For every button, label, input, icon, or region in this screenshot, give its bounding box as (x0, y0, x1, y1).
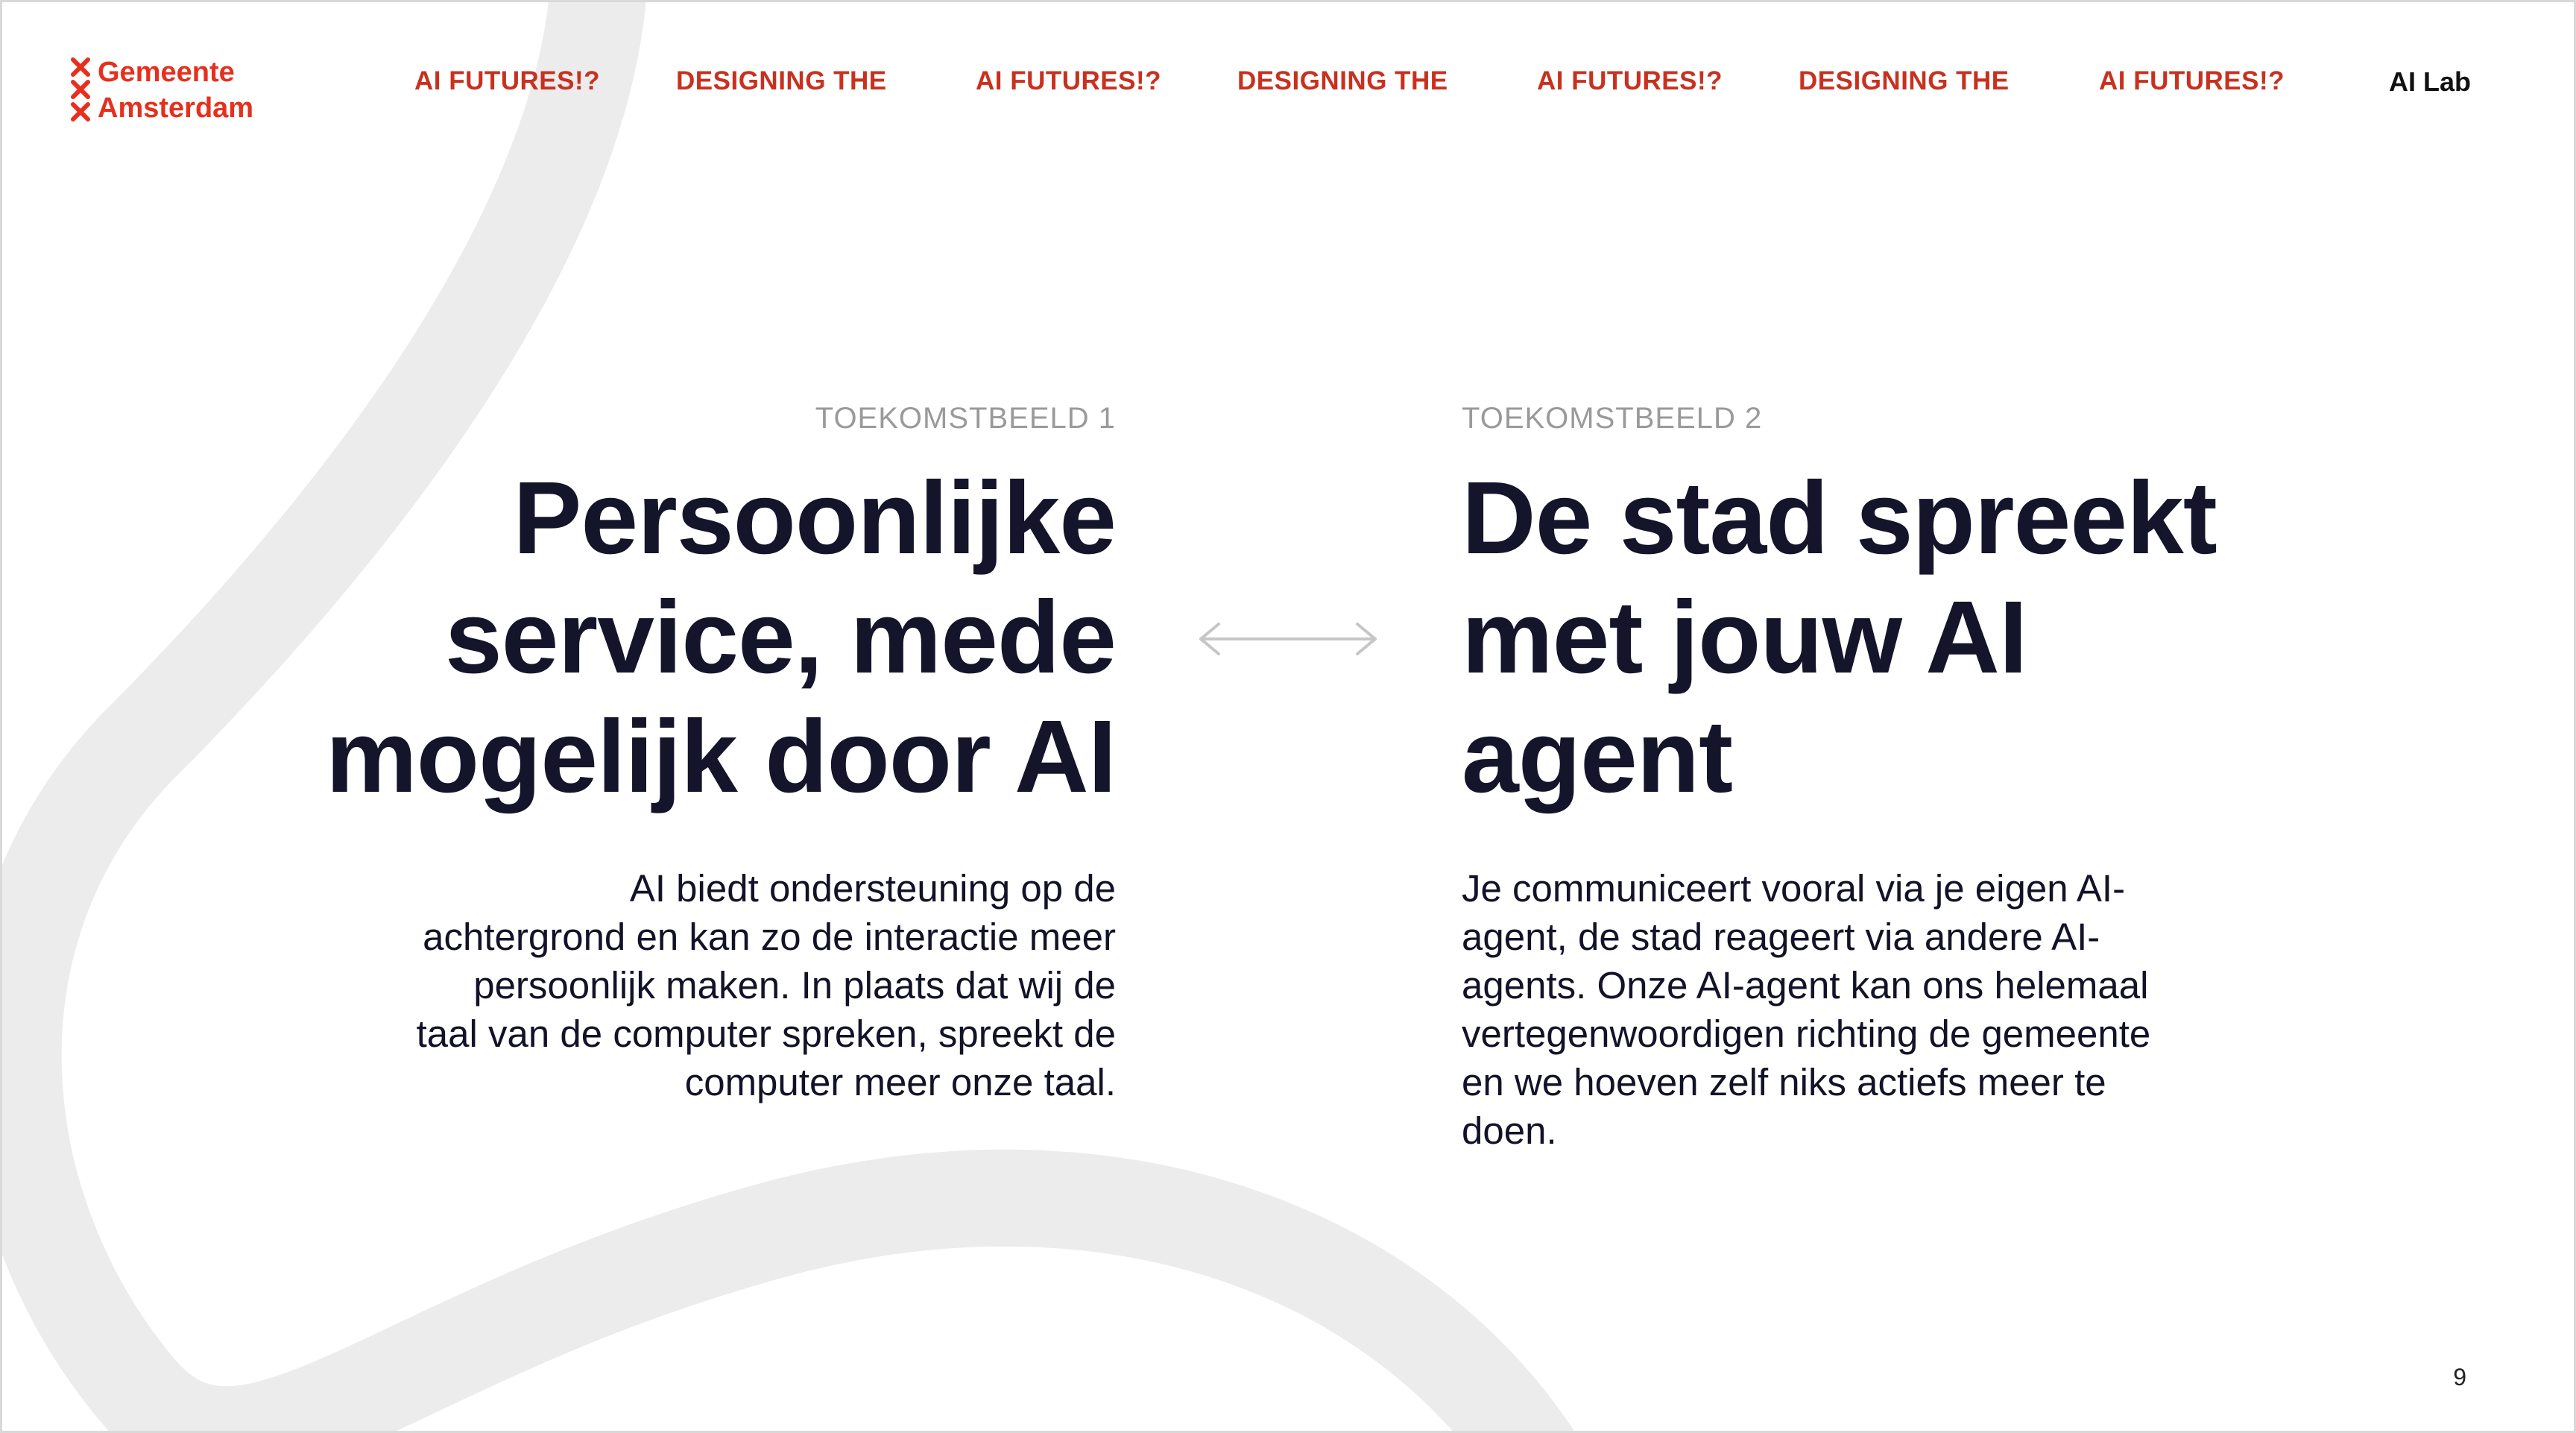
body-right-line: vertegenwoordigen richting de gemeente (1462, 1012, 2151, 1055)
kicker-toekomstbeeld-1: TOEKOMSTBEELD 1 (815, 402, 1116, 435)
body-left-line: computer meer onze taal. (684, 1061, 1116, 1103)
title-right-line: met jouw AI (1462, 580, 2027, 695)
body-right-line: doen. (1462, 1109, 1557, 1152)
page-number: 9 (2453, 1364, 2466, 1391)
top-nav (2, 66, 2576, 104)
body-right-line: en we hoeven zelf niks actiefs meer te (1462, 1061, 2106, 1103)
title-right (1462, 459, 2282, 816)
kicker-toekomstbeeld-2: TOEKOMSTBEELD 2 (1462, 402, 1763, 435)
title-left (296, 459, 1116, 816)
body-left-line: achtergrond en kan zo de interactie meer (423, 916, 1116, 958)
title-left-line: mogelijk door AI (326, 699, 1116, 814)
body-right-line: agents. Onze AI-agent kan ons helemaal (1462, 964, 2149, 1007)
nav-item-ai-futures[interactable]: AI FUTURES!? (414, 66, 601, 95)
nav-item-ai-futures[interactable]: AI FUTURES!? (976, 66, 1162, 95)
title-left-line: service, mede (445, 580, 1116, 695)
nav-ai-lab[interactable]: AI Lab (2388, 66, 2471, 97)
logo-line-2: Amsterdam (98, 92, 254, 124)
nav-item-ai-futures[interactable]: AI FUTURES!? (1537, 66, 1723, 95)
nav-item-designing-the[interactable]: DESIGNING THE (1799, 66, 2010, 95)
logo-line-1: Gemeente (98, 57, 235, 88)
body-left (296, 864, 1116, 1106)
nav-item-designing-the[interactable]: DESIGNING THE (1237, 66, 1448, 95)
title-right-line: De stad spreekt (1462, 461, 2217, 576)
body-left-line: persoonlijk maken. In plaats dat wij de (473, 964, 1116, 1007)
body-right-line: agent, de stad reageert via andere AI- (1462, 916, 2100, 958)
nav-item-designing-the[interactable]: DESIGNING THE (676, 66, 887, 95)
nav-item-ai-futures[interactable]: AI FUTURES!? (2099, 66, 2285, 95)
title-left-line: Persoonlijke (513, 461, 1116, 576)
body-left-line: AI biedt ondersteuning op de (629, 867, 1116, 910)
body-right-line: Je communiceert vooral via je eigen AI- (1462, 867, 2126, 910)
body-right (1462, 864, 2282, 1155)
double-arrow-icon (1195, 618, 1381, 660)
title-right-line: agent (1462, 699, 1733, 814)
body-left-line: taal van de computer spreken, spreekt de (416, 1012, 1116, 1055)
